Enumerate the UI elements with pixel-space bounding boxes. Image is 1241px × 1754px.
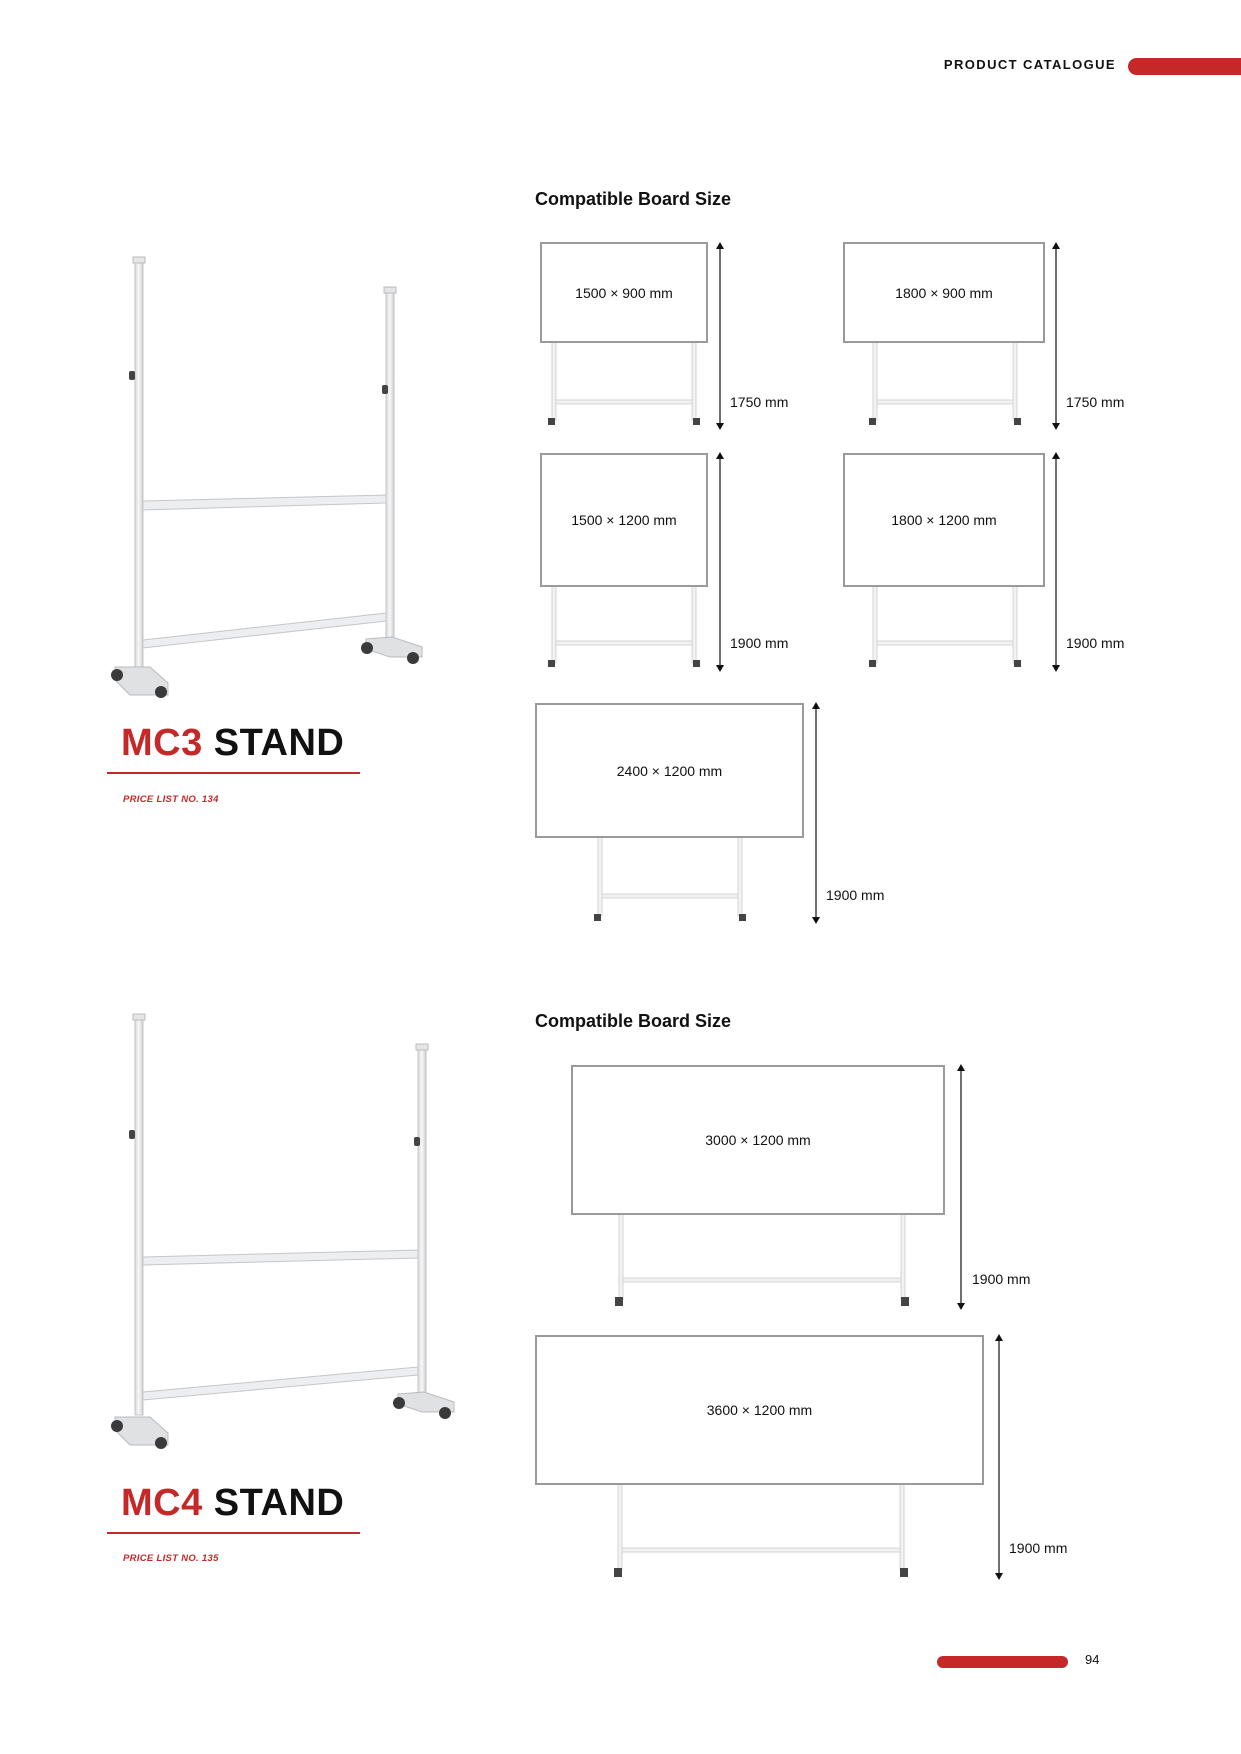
mc3-board-5-size: 2400 × 1200 mm (616, 762, 723, 779)
mc3-board-4-height-arrow (1050, 452, 1062, 672)
mc3-title-rule (107, 772, 360, 774)
mc3-title-accent: MC3 (121, 722, 203, 764)
mc3-board-2-size: 1800 × 900 mm (895, 284, 993, 301)
mc4-board-3000x1200 (571, 1065, 945, 1215)
mc3-price-list: PRICE LIST NO. 134 (123, 794, 219, 805)
mc3-board-1-height-arrow (714, 242, 726, 430)
mc3-board-1-stand (548, 340, 708, 430)
mc3-stand-title (121, 722, 344, 765)
mc3-section-title: Compatible Board Size (535, 189, 732, 209)
mc4-title-rest: STAND (213, 1482, 345, 1524)
mc4-stand-title (121, 1482, 344, 1525)
mc4-board-2-stand (612, 1482, 912, 1582)
mc3-board-1500x1200 (540, 453, 708, 587)
mc4-board-2-height-arrow (993, 1334, 1005, 1580)
mc3-board-3-height: 1900 mm (730, 635, 789, 651)
mc4-board-1-size: 3000 × 1200 mm (705, 1132, 811, 1148)
mc3-board-3-stand (548, 585, 708, 675)
mc4-board-3600x1200 (535, 1335, 984, 1485)
footer-accent-bar (937, 1656, 1068, 1668)
mc3-board-2-height: 1750 mm (1066, 394, 1125, 410)
mc3-board-3-size: 1500 × 1200 mm (571, 512, 677, 528)
mc3-board-2-height-arrow (1050, 242, 1062, 430)
mc3-title-rest: STAND (213, 722, 345, 764)
mc3-board-1-size: 1500 × 900 mm (575, 284, 673, 301)
mc3-board-5-height: 1900 mm (826, 887, 885, 903)
mc3-board-3-height-arrow (714, 452, 726, 672)
mc3-board-1800x900 (843, 242, 1045, 343)
mc4-stand-image (100, 1012, 460, 1462)
mc3-board-1-height: 1750 mm (730, 394, 789, 410)
mc4-section-title: Compatible Board Size (535, 1011, 732, 1031)
mc3-board-1800x1200 (843, 453, 1045, 587)
mc4-board-1-height-arrow (955, 1064, 967, 1310)
mc3-board-4-stand (869, 585, 1029, 675)
mc4-price-list: PRICE LIST NO. 135 (123, 1553, 219, 1564)
mc3-board-2400x1200 (535, 703, 804, 838)
mc4-title-accent: MC4 (121, 1482, 203, 1524)
mc3-board-4-size: 1800 × 1200 mm (891, 512, 997, 528)
mc3-board-1500x900 (540, 242, 708, 343)
mc4-title-rule (107, 1532, 360, 1534)
header-accent-bar (1128, 58, 1241, 75)
mc3-board-4-height: 1900 mm (1066, 635, 1125, 651)
mc3-board-5-stand (594, 836, 754, 928)
catalogue-header-label: PRODUCT CATALOGUE (943, 57, 1116, 72)
page-number: 94 (1085, 1652, 1100, 1667)
mc3-board-5-height-arrow (810, 702, 822, 924)
mc3-stand-image (100, 255, 430, 705)
mc4-board-2-height: 1900 mm (1009, 1540, 1068, 1556)
mc4-board-2-size: 3600 × 1200 mm (706, 1402, 813, 1418)
mc4-board-1-stand (613, 1213, 913, 1313)
mc3-board-2-stand (869, 340, 1029, 430)
mc4-board-1-height: 1900 mm (972, 1271, 1031, 1287)
